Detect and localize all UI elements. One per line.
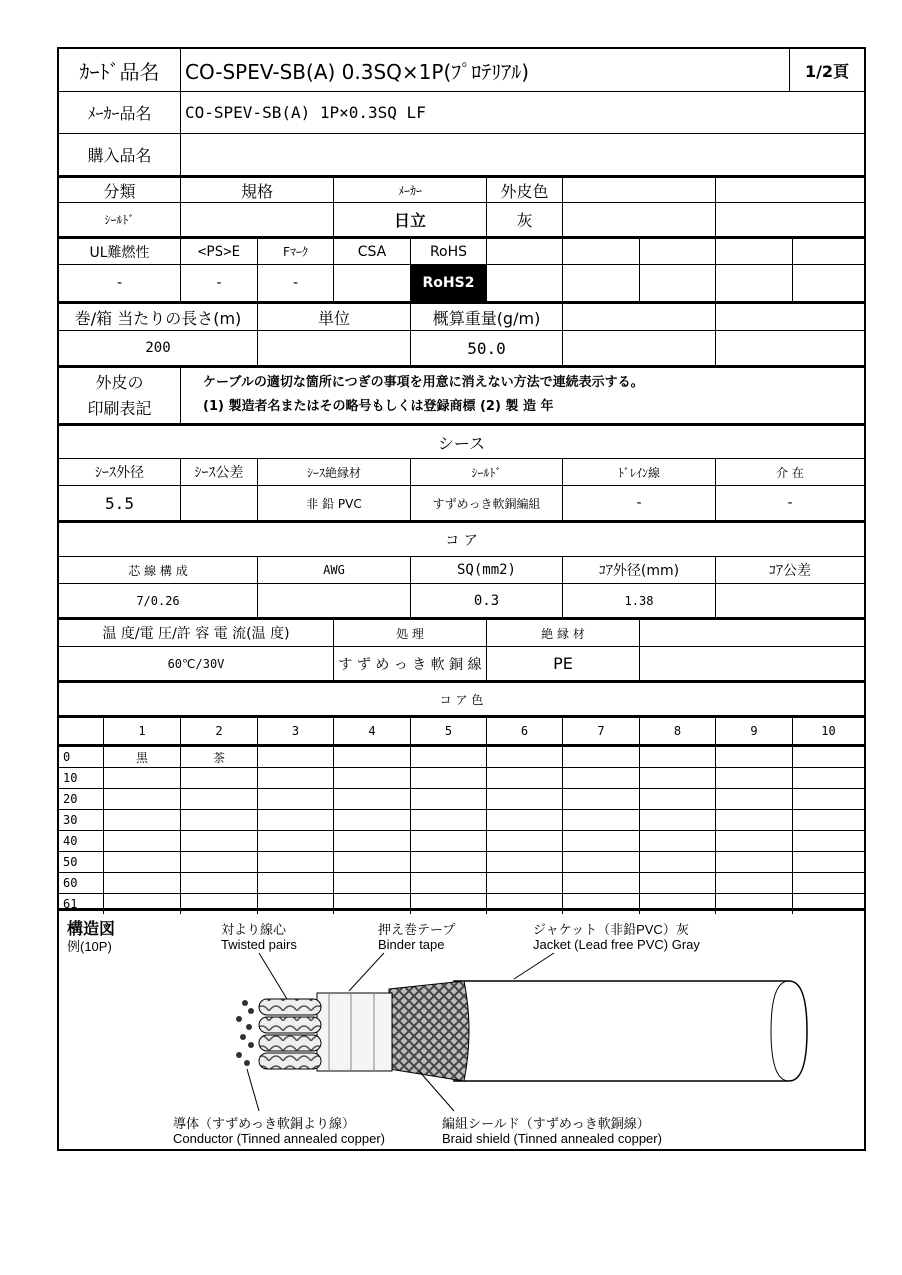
core-color-cell: [715, 789, 792, 809]
core-color-cell: [333, 810, 410, 830]
core-value-od: 1.38: [562, 584, 715, 617]
core-color-cell: [257, 873, 333, 893]
core-color-cell: [792, 852, 864, 872]
core-color-col-5: 5: [410, 718, 486, 744]
core-color-row-label: 61: [63, 897, 78, 911]
weight-value: 50.0: [410, 331, 562, 365]
jacket-jp: ジャケット（非鉛PVC）灰: [533, 922, 689, 937]
cable-illustration: [59, 911, 864, 1151]
length-value-blank-1: [562, 331, 715, 365]
core-color-cell: [562, 852, 639, 872]
core-color-cell: [639, 747, 715, 767]
core-color-col-4: 4: [333, 718, 410, 744]
class-header-maker: ﾒｰｶｰ: [333, 178, 486, 202]
sheath-value-tolerance: [180, 486, 257, 520]
core-color-cell: [180, 810, 257, 830]
core-color-cell: [180, 873, 257, 893]
printing-row: [59, 368, 864, 423]
jacket-en: Jacket (Lead free PVC) Gray: [533, 937, 700, 952]
core-color-cell: [410, 789, 486, 809]
sheath-header-tolerance: ｼｰｽ公差: [180, 459, 257, 485]
core-value-insulation: PE: [486, 647, 639, 680]
core-color-cell: [410, 831, 486, 851]
std-value-blank-1: [486, 265, 562, 301]
sheath-value-drain: -: [562, 486, 715, 520]
core-value-sq: 0.3: [410, 584, 562, 617]
class-header-category: 分類: [103, 181, 136, 201]
std-header-pse: <PS>E: [180, 239, 257, 264]
twisted-pairs-en: Twisted pairs: [221, 937, 297, 952]
core-color-cell: [639, 831, 715, 851]
core-color-cell: [257, 747, 333, 767]
core-color-cell: [410, 873, 486, 893]
core-color-cell: [715, 873, 792, 893]
core-color-cell: [562, 810, 639, 830]
twisted-pairs-layer: [259, 999, 321, 1069]
core-header-sq: SQ(mm2): [410, 557, 562, 583]
core-value-tolerance: [715, 584, 864, 617]
printing-line1: ケーブルの適切な箇所につぎの事項を用意に消えない方法で連続表示する。: [203, 375, 644, 390]
core-color-cell: [257, 789, 333, 809]
core-color-cell: [715, 831, 792, 851]
sheath-title-row: [59, 426, 864, 458]
core-color-row-label: 20: [63, 792, 78, 806]
core-color-row-label: 60: [63, 876, 78, 890]
std-value-pse: -: [180, 265, 257, 301]
table-row: [59, 747, 864, 767]
std-header-blank-3: [639, 239, 715, 264]
core-color-cell: [333, 831, 410, 851]
core-color-cell: [333, 747, 410, 767]
core-header-treatment: 処 理: [333, 620, 486, 646]
core-color-col-2: 2: [180, 718, 257, 744]
core-header-row: [59, 557, 864, 583]
std-header-blank-1: [486, 239, 562, 264]
core-color-cell: [486, 831, 562, 851]
class-header-spec: 規格: [180, 178, 333, 202]
core-color-row-label: 0: [63, 750, 71, 764]
diagram-example: 例(10P): [67, 939, 112, 954]
std-value-blank-4: [715, 265, 792, 301]
table-row: [59, 810, 864, 830]
standards-header-row: [59, 239, 864, 264]
sheath-header-row: [59, 459, 864, 485]
core-header-od: ｺｱ外径(mm): [562, 557, 715, 583]
standards-value-row: [59, 265, 864, 301]
core-color-cell: [333, 768, 410, 788]
maker-name-label: ﾒｰｶｰ品名: [87, 104, 152, 123]
sheath-header-od: ｼｰｽ外径: [95, 465, 144, 481]
core-color-cell: [103, 852, 180, 872]
core-color-cell: [715, 852, 792, 872]
sheath-title: シース: [437, 433, 486, 453]
conductor-en: Conductor (Tinned annealed copper): [173, 1131, 385, 1146]
core-title-row: [59, 523, 864, 556]
table-row: [59, 831, 864, 851]
braid-layer: [389, 981, 469, 1081]
class-header-blank-1: [562, 178, 715, 202]
length-value: 200: [145, 340, 171, 356]
table-row: [59, 873, 864, 893]
core-value-temp-voltage: 60℃/30V: [167, 656, 225, 671]
core-color-title: コ ア 色: [439, 692, 484, 707]
core-color-cell: [103, 873, 180, 893]
core-header-temp-voltage: 温 度/電 圧/許 容 電 流(温 度): [102, 626, 290, 642]
core-color-row-label: 10: [63, 771, 78, 785]
jacket-layer: [454, 981, 807, 1081]
sheath-header-shield: ｼｰﾙﾄﾞ: [410, 459, 562, 485]
core-color-cell: [562, 789, 639, 809]
core-color-cell: [410, 747, 486, 767]
core-color-cell: [333, 852, 410, 872]
core-color-cell: [792, 747, 864, 767]
core-color-row-label: 40: [63, 834, 78, 848]
conductor-ends: [236, 1000, 254, 1066]
sheath-value-filler: -: [715, 486, 864, 520]
std-header-f-mark: Fﾏｰｸ: [257, 239, 333, 264]
core-color-corner: [59, 718, 103, 744]
twisted-pairs-jp: 対より線心: [221, 922, 287, 937]
core-color-cell: [792, 789, 864, 809]
core-value-awg: [257, 584, 410, 617]
core-color-col-1: 1: [103, 718, 180, 744]
core-color-cell: [333, 789, 410, 809]
core-color-col-3: 3: [257, 718, 333, 744]
core-value-treatment: す ず め っ き 軟 銅 線: [333, 647, 486, 680]
binder-tape-jp: 押え巻テープ: [378, 922, 456, 937]
weight-header: 概算重量(g/m): [410, 304, 562, 330]
core-color-cell: [180, 789, 257, 809]
table-row: [59, 768, 864, 788]
std-header-blank-4: [715, 239, 792, 264]
core-color-col-7: 7: [562, 718, 639, 744]
core-value-row: [59, 584, 864, 617]
core-color-cell: [180, 831, 257, 851]
sheath-header-filler: 介 在: [715, 459, 864, 485]
classification-value-row: [59, 203, 864, 236]
core-color-cell: [103, 789, 180, 809]
unit-header: 単位: [257, 304, 410, 330]
core-color-row-label: 50: [63, 855, 78, 869]
core-color-cell: [639, 768, 715, 788]
core-color-cell: [792, 810, 864, 830]
core-color-cell: [715, 747, 792, 767]
classification-header-row: [59, 178, 864, 202]
length-header-blank-1: [562, 304, 715, 330]
core-color-row-label: 30: [63, 813, 78, 827]
std-value-blank-3: [639, 265, 715, 301]
core-color-cell: [639, 789, 715, 809]
std-header-ul: UL難燃性: [89, 244, 150, 261]
sheath-value-row: [59, 486, 864, 520]
core-color-cell: [562, 768, 639, 788]
class-value-category: ｼｰﾙﾄﾞ: [104, 213, 135, 227]
core-header2-row: [59, 620, 864, 646]
printing-line2: (1) 製造者名またはその略号もしくは登録商標 (2) 製 造 年: [203, 399, 554, 414]
printing-label: [59, 368, 180, 423]
core-color-cell: [792, 831, 864, 851]
std-header-blank-2: [562, 239, 639, 264]
class-value-spec: [180, 203, 333, 236]
core-color-cell: [486, 747, 562, 767]
core-color-cell: [562, 747, 639, 767]
core-color-cell: [486, 789, 562, 809]
purchase-name-row: [59, 134, 864, 175]
maker-name-value: CO-SPEV-SB(A) 1P×0.3SQ LF: [180, 92, 864, 133]
table-row: [59, 852, 864, 872]
length-header-blank-2: [715, 304, 864, 330]
std-value-csa: [333, 265, 410, 301]
class-value-jacket-color: 灰: [486, 203, 562, 236]
core-color-cell: [486, 768, 562, 788]
table-row: [59, 789, 864, 809]
core-color-cell: 茶: [180, 747, 257, 767]
core-color-cell: [103, 810, 180, 830]
core-color-col-8: 8: [639, 718, 715, 744]
core-color-cell: [257, 810, 333, 830]
core-color-cell: [486, 852, 562, 872]
core-color-cell: [792, 768, 864, 788]
core-color-header-row: [59, 718, 864, 744]
length-header-row: [59, 304, 864, 330]
core-value2-row: [59, 647, 864, 680]
core-color-cell: [410, 852, 486, 872]
sheath-value-shield: すずめっき軟銅編組: [410, 486, 562, 520]
std-value-blank-5: [792, 265, 864, 301]
purchase-name-value: [180, 134, 864, 175]
core-header-construction: 芯 線 構 成: [128, 563, 188, 578]
core-color-cell: [639, 810, 715, 830]
core-color-cell: [486, 873, 562, 893]
class-value-maker: 日立: [333, 203, 486, 236]
length-value-blank-2: [715, 331, 864, 365]
unit-value: [257, 331, 410, 365]
core-color-cell: [562, 873, 639, 893]
core-color-cell: [486, 810, 562, 830]
core-color-col-9: 9: [715, 718, 792, 744]
core-header-awg: AWG: [257, 557, 410, 583]
core-header-insulation: 絶 縁 材: [486, 620, 639, 646]
core-header-tolerance: ｺｱ公差: [715, 557, 864, 583]
core-title: コ ア: [445, 532, 478, 549]
core-color-cell: [715, 810, 792, 830]
core-value2-blank: [639, 647, 864, 680]
card-name-value: CO-SPEV-SB(A) 0.3SQ×1P(ﾌﾟﾛﾃﾘｱﾙ): [180, 49, 789, 91]
maker-name-row: [59, 92, 864, 133]
core-color-cell: [103, 768, 180, 788]
core-color-cell: [410, 810, 486, 830]
core-color-cell: [257, 831, 333, 851]
class-value-blank-1: [562, 203, 715, 236]
length-value-row: [59, 331, 864, 365]
diagram-title: 構造図: [67, 919, 116, 938]
printing-label-line1: 外皮の: [95, 372, 144, 392]
conductor-jp: 導体（すずめっき軟銅より線）: [173, 1116, 356, 1131]
std-value-f-mark: -: [257, 265, 333, 301]
sheath-value-insulation: 非 鉛 PVC: [257, 486, 410, 520]
core-color-cell: [103, 831, 180, 851]
sheath-header-insulation: ｼｰｽ絶縁材: [257, 459, 410, 485]
core-color-cell: [639, 873, 715, 893]
core-value-construction: 7/0.26: [136, 593, 180, 608]
page-number: 1/2頁: [789, 49, 864, 91]
std-header-blank-5: [792, 239, 864, 264]
length-header: 巻/箱 当たりの長さ(m): [74, 308, 242, 328]
rohs2-badge: RoHS2: [410, 265, 486, 301]
std-header-csa: CSA: [333, 239, 410, 264]
class-header-blank-2: [715, 178, 864, 202]
std-value-ul: -: [116, 275, 123, 291]
sheath-value-od: 5.5: [105, 493, 134, 513]
core-color-title-row: [59, 683, 864, 715]
core-color-cell: [180, 768, 257, 788]
core-color-cell: [410, 768, 486, 788]
core-color-cell: [257, 768, 333, 788]
core-color-cell: [792, 873, 864, 893]
sheath-header-drain: ﾄﾞﾚｲﾝ線: [562, 459, 715, 485]
printing-label-line2: 印刷表記: [87, 398, 152, 418]
core-color-cell: [639, 852, 715, 872]
class-header-jacket-color: 外皮色: [486, 178, 562, 202]
core-header2-blank: [639, 620, 864, 646]
std-header-rohs: RoHS: [410, 239, 486, 264]
binder-tape-layer: [317, 993, 392, 1071]
binder-tape-en: Binder tape: [378, 937, 445, 952]
card-name-row: [59, 49, 864, 91]
braid-shield-en: Braid shield (Tinned annealed copper): [442, 1131, 662, 1146]
core-color-cell: [180, 852, 257, 872]
printing-content: [180, 368, 864, 423]
core-color-col-10: 10: [792, 718, 864, 744]
card-name-label: ｶｰﾄﾞ品名: [79, 59, 160, 84]
core-color-cell: [562, 831, 639, 851]
class-value-blank-2: [715, 203, 864, 236]
core-color-cell: 黒: [103, 747, 180, 767]
core-color-cell: [333, 873, 410, 893]
core-color-cell: [257, 852, 333, 872]
std-value-blank-2: [562, 265, 639, 301]
purchase-name-label: 購入品名: [87, 146, 152, 165]
core-color-col-6: 6: [486, 718, 562, 744]
spec-sheet: [57, 47, 866, 1151]
core-color-cell: [715, 768, 792, 788]
structure-diagram: [59, 911, 864, 1151]
braid-shield-jp: 編組シールド（すずめっき軟銅線）: [442, 1116, 650, 1131]
